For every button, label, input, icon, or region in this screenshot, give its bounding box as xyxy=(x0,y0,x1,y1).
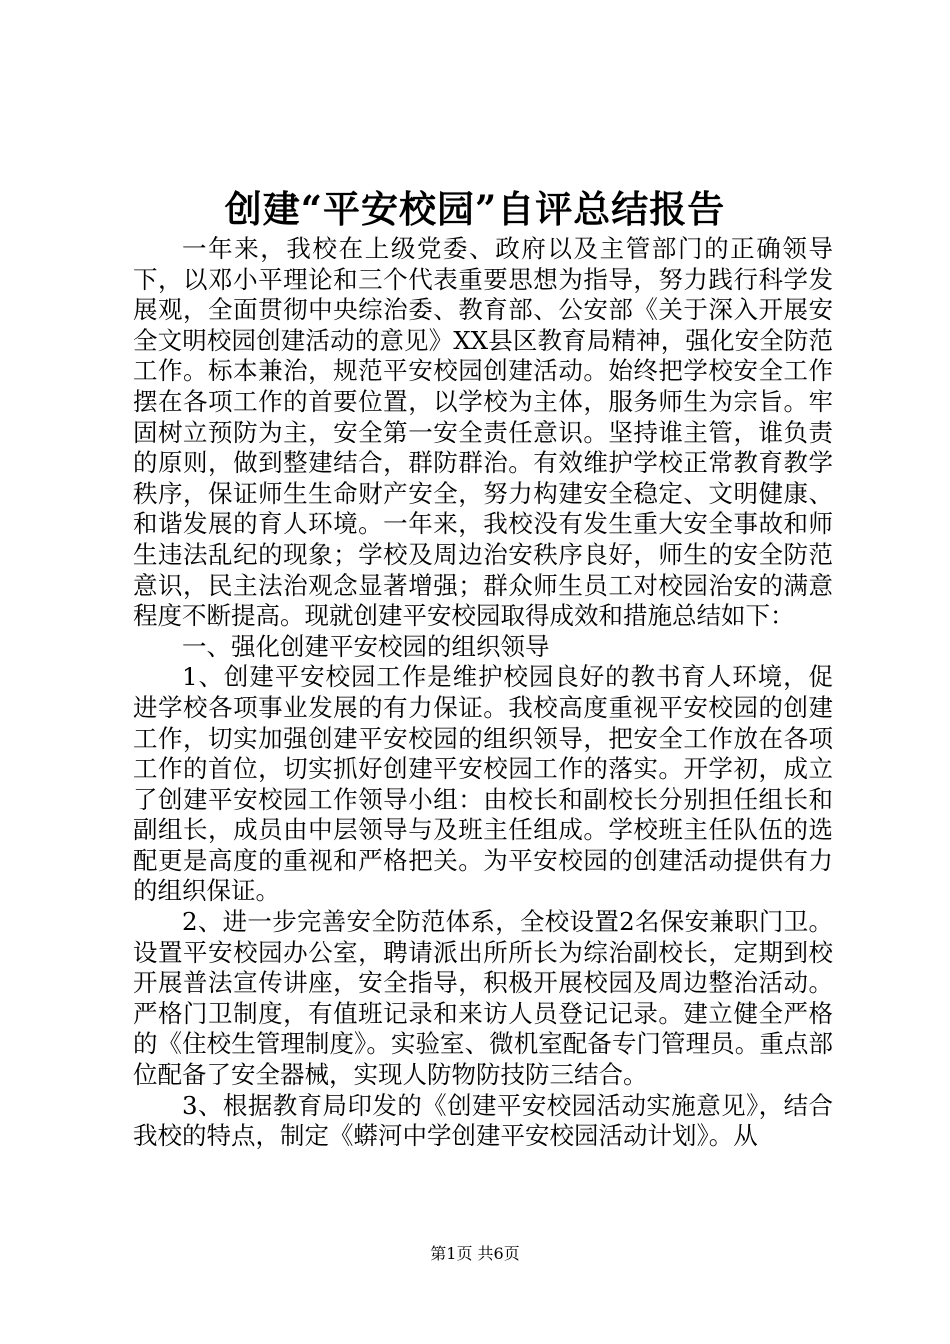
paragraph-item-3: 3、根据教育局印发的《创建平安校园活动实施意见》，结合我校的特点，制定《蟒河中学创建平安校园活动计划》。从 xyxy=(133,1090,833,1151)
intro-paragraph: 一年来，我校在上级党委、政府以及主管部门的正确领导下，以邓小平理论和三个代表重要思想为指导，努力践行科学发展观，全面贯彻中央综治委、教育部、公安部《关于深入开展安全文明校园创建活动的意见》XX县区教育局精神，强化安全防范工作。标本兼治，规范平安校园创建活动。始终把学校安全工作摆在各项工作的首要位置，以学校为主体，服务师生为宗旨。牢固树立预防为主，安全第一安全责任意识。坚持谁主管，谁负责的原则，做到整建结合，群防群治。有效维护学校正常教育教学秩序，保证师生生命财产安全，努力构建安全稳定、文明健康、和谐发展的育人环境。一年来，我校没有发生重大安全事故和师生违法乱纪的现象；学校及周边治安秩序良好，师生的安全防范意识，民主法治观念显著增强；群众师生员工对校园治安的满意程度不断提高。现就创建平安校园取得成效和措施总结如下： xyxy=(133,234,833,631)
document-body xyxy=(133,234,833,1152)
paragraph-item-2: 2、进一步完善安全防范体系，全校设置2名保安兼职门卫。设置平安校园办公室，聘请派出所所长为综治副校长，定期到校开展普法宣传讲座，安全指导，积极开展校园及周边整治活动。严格门卫制度，有值班记录和来访人员登记记录。建立健全严格的《住校生管理制度》。实验室、微机室配备专门管理员。重点部位配备了安全器械，实现人防物防技防三结合。 xyxy=(133,907,833,1090)
page-footer: 第1页 共6页 xyxy=(430,1244,520,1263)
section-heading-1: 一、强化创建平安校园的组织领导 xyxy=(182,631,550,661)
document-title: 创建“平安校园”自评总结报告 xyxy=(224,187,726,231)
paragraph-item-1: 1、创建平安校园工作是维护校园良好的教书育人环境，促进学校各项事业发展的有力保证。我校高度重视平安校园的创建工作，切实加强创建平安校园的组织领导，把安全工作放在各项工作的首位，切实抓好创建平安校园工作的落实。开学初，成立了创建平安校园工作领导小组：由校长和副校长分别担任组长和副组长，成员由中层领导与及班主任组成。学校班主任队伍的选配更是高度的重视和严格把关。为平安校园的创建活动提供有力的组织保证。 xyxy=(133,662,833,906)
